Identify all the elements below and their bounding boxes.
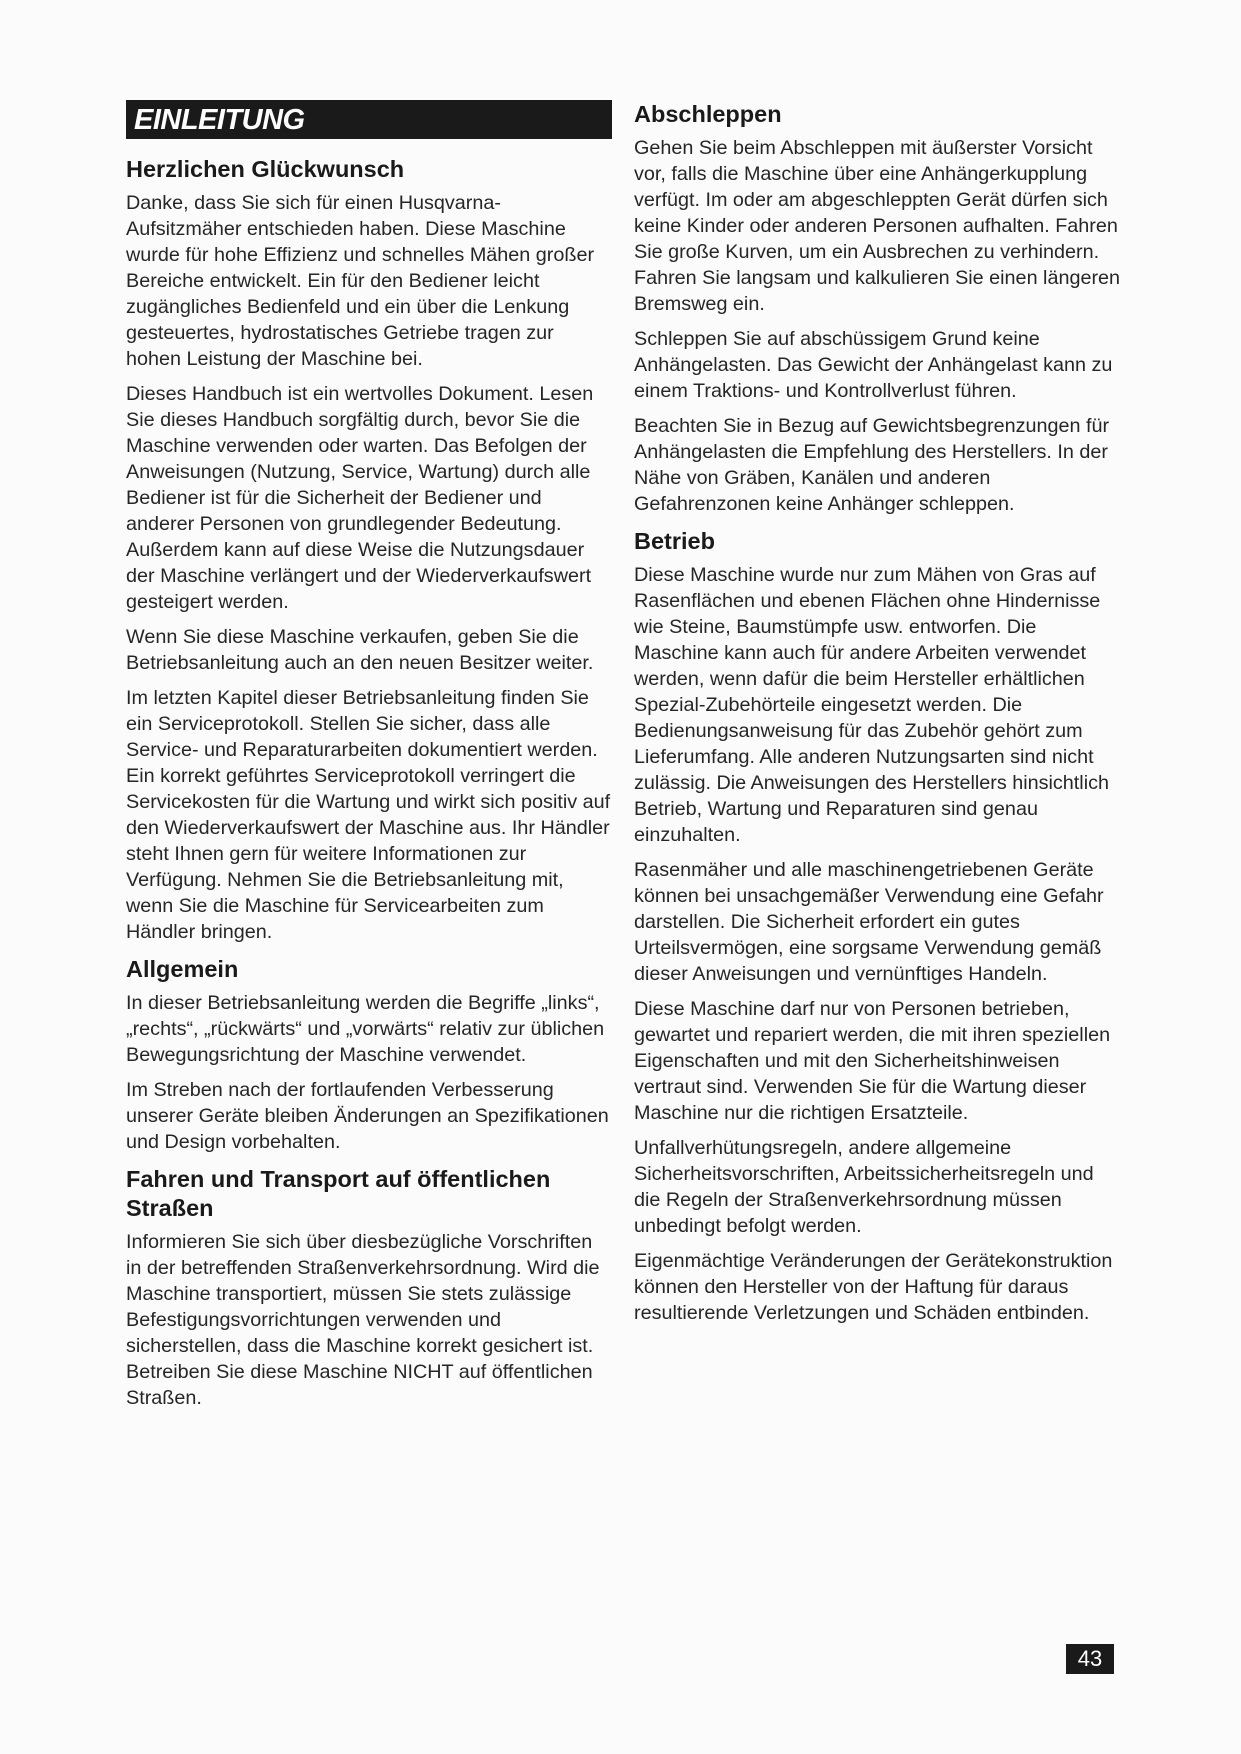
paragraph: Eigenmächtige Veränderungen der Gerätekonstruktion können den Hersteller von der Haftung für daraus resultierende Verletzungen und Schäden entbinden. (634, 1250, 1113, 1324)
paragraph: Unfallverhütungsregeln, andere allgemeine Sicherheitsvorschriften, Arbeitssicherheitsregeln und die Regeln der Straßenverkehrsordnung müssen unbedingt befolgt werden. (634, 1137, 1094, 1237)
page-number: 43 (1066, 1644, 1114, 1674)
paragraph: Dieses Handbuch ist ein wertvolles Dokument. Lesen Sie dieses Handbuch sorgfältig durch, bevor Sie die Maschine verwenden oder warten. Das Befolgen der Anweisungen (Nutzung, Service, Wartung) durch alle Bediener ist für die Sicherheit der Bediener und anderer Personen von grundlegender Bedeutung. Außerdem kann auf diese Weise die Nutzungsdauer der Maschine verlängert und der Wiederverkaufswert gesteigert werden. (126, 383, 594, 613)
section-heading: Abschleppen (634, 101, 782, 127)
paragraph: Im letzten Kapitel dieser Betriebsanleitung finden Sie ein Serviceprotokoll. Stellen Sie sicher, dass alle Service- und Reparaturarbeiten dokumentiert werden. Ein korrekt geführtes Serviceprotokoll verringert die Servicekosten für die Wartung und wirkt sich positiv auf den Wiederverkaufswert der Maschine aus. Ihr Händler steht Ihnen gern für weitere Informationen zur Verfügung. Nehmen Sie die Betriebsanleitung mit, wenn Sie die Maschine für Servicearbeiten zum Händler bringen. (126, 687, 611, 943)
paragraph: Beachten Sie in Bezug auf Gewichtsbegrenzungen für Anhängelasten die Empfehlung des Herstellers. In der Nähe von Gräben, Kanälen und anderen Gefahrenzonen keine Anhänger schleppen. (634, 415, 1110, 515)
paragraph: Wenn Sie diese Maschine verkaufen, geben Sie die Betriebsanleitung auch an den neuen Besitzer weiter. (126, 626, 594, 674)
left-column (126, 100, 612, 1421)
section-towing (634, 100, 1124, 517)
section-general (126, 955, 612, 1155)
section-congratulations (126, 155, 612, 945)
paragraph: In dieser Betriebsanleitung werden die Begriffe „links“, „rechts“, „rückwärts“ und „vorwärts“ relativ zur üblichen Bewegungsrichtung der Maschine verwendet. (126, 992, 605, 1066)
paragraph: Diese Maschine darf nur von Personen betrieben, gewartet und repariert werden, die mit ihren speziellen Eigenschaften und mit den Sicherheitshinweisen vertraut sind. Verwenden Sie für die Wartung dieser Maschine nur die richtigen Ersatzteile. (634, 998, 1111, 1124)
section-operation (634, 527, 1124, 1326)
paragraph: Informieren Sie sich über diesbezügliche Vorschriften in der betreffenden Straßenverkehrsordnung. Wird die Maschine transportiert, müssen Sie stets zulässige Befestigungsvorrichtungen verwenden und sicherstellen, dass die Maschine korrekt gesichert ist. Betreiben Sie diese Maschine NICHT auf öffentlichen Straßen. (126, 1231, 600, 1409)
paragraph: Diese Maschine wurde nur zum Mähen von Gras auf Rasenflächen und ebenen Flächen ohne Hindernisse wie Steine, Baumstümpfe usw. entworfen. Die Maschine kann auch für andere Arbeiten verwendet werden, wenn dafür die beim Hersteller erhältlichen Spezial-Zubehörteile eingesetzt werden. Die Bedienungsanweisung für das Zubehör gehört zum Lieferumfang. Alle anderen Nutzungsarten sind nicht zulässig. Die Anweisungen des Herstellers hinsichtlich Betrieb, Wartung und Reparaturen sind genau einzuhalten. (634, 564, 1109, 846)
paragraph: Rasenmäher und alle maschinengetriebenen Geräte können bei unsachgemäßer Verwendung eine Gefahr darstellen. Die Sicherheit erfordert ein gutes Urteilsvermögen, eine sorgsame Verwendung gemäß dieser Anweisungen und vernünftiges Handeln. (634, 859, 1104, 985)
paragraph: Gehen Sie beim Abschleppen mit äußerster Vorsicht vor, falls die Maschine über eine Anhängerkupplung verfügt. Im oder am abgeschleppten Gerät dürfen sich keine Kinder oder anderen Personen aufhalten. Fahren Sie große Kurven, um ein Ausbrechen zu verhindern. Fahren Sie langsam und kalkulieren Sie einen längeren Bremsweg ein. (634, 137, 1121, 315)
section-heading: Herzlichen Glückwunsch (126, 156, 405, 182)
section-heading: Allgemein (126, 956, 239, 982)
right-column (634, 100, 1124, 1336)
section-public-roads (126, 1165, 612, 1411)
paragraph: Im Streben nach der fortlaufenden Verbesserung unserer Geräte bleiben Änderungen an Spezifikationen und Design vorbehalten. (126, 1079, 609, 1153)
section-heading: Fahren und Transport auf öffentlichen Straßen (126, 1166, 551, 1221)
chapter-title: EINLEITUNG (126, 100, 612, 139)
section-heading: Betrieb (634, 528, 715, 554)
paragraph: Schleppen Sie auf abschüssigem Grund keine Anhängelasten. Das Gewicht der Anhängelast kann zu einem Traktions- und Kontrollverlust führen. (634, 328, 1113, 402)
paragraph: Danke, dass Sie sich für einen Husqvarna-Aufsitzmäher entschieden haben. Diese Maschine wurde für hohe Effizienz und schnelles Mähen großer Bereiche entwickelt. Ein für den Bediener leicht zugängliches Bedienfeld und ein über die Lenkung gesteuertes, hydrostatisches Getriebe tragen zur hohen Leistung der Maschine bei. (126, 192, 595, 370)
